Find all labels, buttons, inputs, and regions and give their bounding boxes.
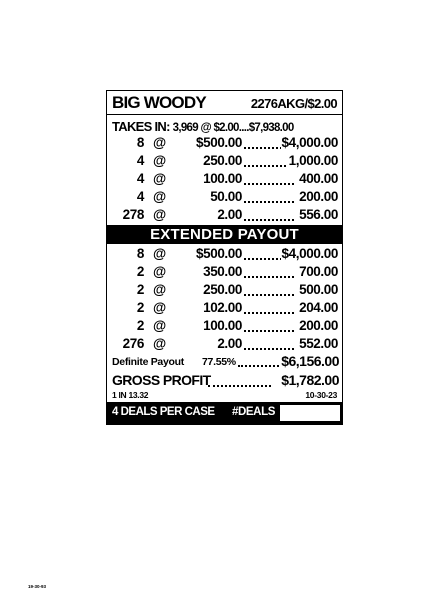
prize-count: 8 — [136, 246, 144, 261]
prize-row — [107, 189, 342, 206]
prize-total: 500.00 — [299, 282, 338, 297]
prize-value: 350.00 — [203, 264, 242, 279]
definite-payout-percent: 77.55% — [202, 356, 236, 368]
leader-dots — [244, 183, 294, 185]
leader-dots — [244, 165, 294, 167]
odds-text: 1 IN 13.32 — [112, 390, 149, 400]
takes-in-line — [112, 119, 294, 134]
prize-row — [107, 135, 342, 152]
leader-dots — [208, 385, 271, 387]
prize-value: 50.00 — [210, 189, 242, 204]
definite-payout-line — [112, 353, 339, 370]
leader-dots — [244, 348, 294, 350]
at-sign: @ — [153, 336, 166, 351]
at-sign: @ — [153, 153, 166, 168]
deals-per-case: 4 DEALS PER CASE — [112, 406, 215, 418]
prize-row — [107, 207, 342, 224]
prize-total: 556.00 — [299, 207, 338, 222]
prize-total: 204.00 — [299, 300, 338, 315]
prize-value: 250.00 — [203, 153, 242, 168]
prize-value: $500.00 — [196, 246, 242, 261]
prize-total: $4,000.00 — [281, 246, 338, 261]
prize-total: 400.00 — [299, 171, 338, 186]
prize-total: $4,000.00 — [281, 135, 338, 150]
prize-row — [107, 318, 342, 335]
prize-total: 200.00 — [299, 318, 338, 333]
game-title: BIG WOODY — [112, 93, 206, 112]
prize-total: 700.00 — [299, 264, 338, 279]
prize-count: 2 — [136, 264, 144, 279]
at-sign: @ — [153, 264, 166, 279]
at-sign: @ — [153, 207, 166, 222]
date-text: 10-30-23 — [305, 390, 337, 400]
prize-total: 1,000.00 — [288, 153, 338, 168]
deals-entry-box[interactable] — [280, 405, 340, 421]
prize-count: 2 — [136, 318, 144, 333]
prize-total: 552.00 — [299, 336, 338, 351]
prize-row — [107, 300, 342, 317]
prize-row — [107, 282, 342, 299]
prize-row — [107, 264, 342, 281]
prize-count: 278 — [122, 207, 144, 222]
prize-value: 2.00 — [217, 207, 242, 222]
form-number-price: 2276AKG/$2.00 — [250, 96, 337, 111]
gross-profit-label: GROSS PROFIT — [112, 372, 211, 388]
prize-value: $500.00 — [196, 135, 242, 150]
extended-payout-banner: EXTENDED PAYOUT — [107, 225, 342, 244]
deals-label: #DEALS — [232, 406, 275, 418]
leader-dots — [244, 330, 294, 332]
prize-value: 100.00 — [203, 171, 242, 186]
prize-value: 2.00 — [217, 336, 242, 351]
at-sign: @ — [153, 300, 166, 315]
leader-dots — [244, 312, 294, 314]
gross-profit-line — [112, 372, 339, 390]
leader-dots — [244, 276, 294, 278]
prize-row — [107, 336, 342, 353]
title-row — [107, 91, 342, 115]
leader-dots — [244, 219, 294, 221]
leader-dots — [238, 365, 279, 367]
at-sign: @ — [153, 189, 166, 204]
prize-count: 8 — [136, 135, 144, 150]
prize-row — [107, 153, 342, 170]
prize-row — [107, 246, 342, 263]
prize-total: 200.00 — [299, 189, 338, 204]
prize-count: 276 — [122, 336, 144, 351]
prize-value: 100.00 — [203, 318, 242, 333]
definite-payout-label: Definite Payout — [112, 356, 184, 368]
leader-dots — [244, 294, 294, 296]
prize-count: 4 — [136, 153, 144, 168]
leader-dots — [244, 201, 294, 203]
at-sign: @ — [153, 282, 166, 297]
takes-in-detail: 3,969 @ $2.00....$7,938.00 — [172, 122, 294, 134]
prize-count: 4 — [136, 171, 144, 186]
flare-card — [106, 90, 343, 425]
prize-count: 2 — [136, 282, 144, 297]
corner-code: 19-30-93 — [28, 584, 47, 589]
at-sign: @ — [153, 135, 166, 150]
at-sign: @ — [153, 318, 166, 333]
takes-in-label: TAKES IN: — [112, 119, 170, 134]
prize-count: 2 — [136, 300, 144, 315]
footer-bar — [107, 402, 342, 424]
at-sign: @ — [153, 171, 166, 186]
at-sign: @ — [153, 246, 166, 261]
prize-count: 4 — [136, 189, 144, 204]
prize-value: 102.00 — [203, 300, 242, 315]
prize-value: 250.00 — [203, 282, 242, 297]
gross-profit-amount: $1,782.00 — [281, 372, 339, 388]
definite-payout-amount: $6,156.00 — [281, 353, 339, 369]
prize-row — [107, 171, 342, 188]
